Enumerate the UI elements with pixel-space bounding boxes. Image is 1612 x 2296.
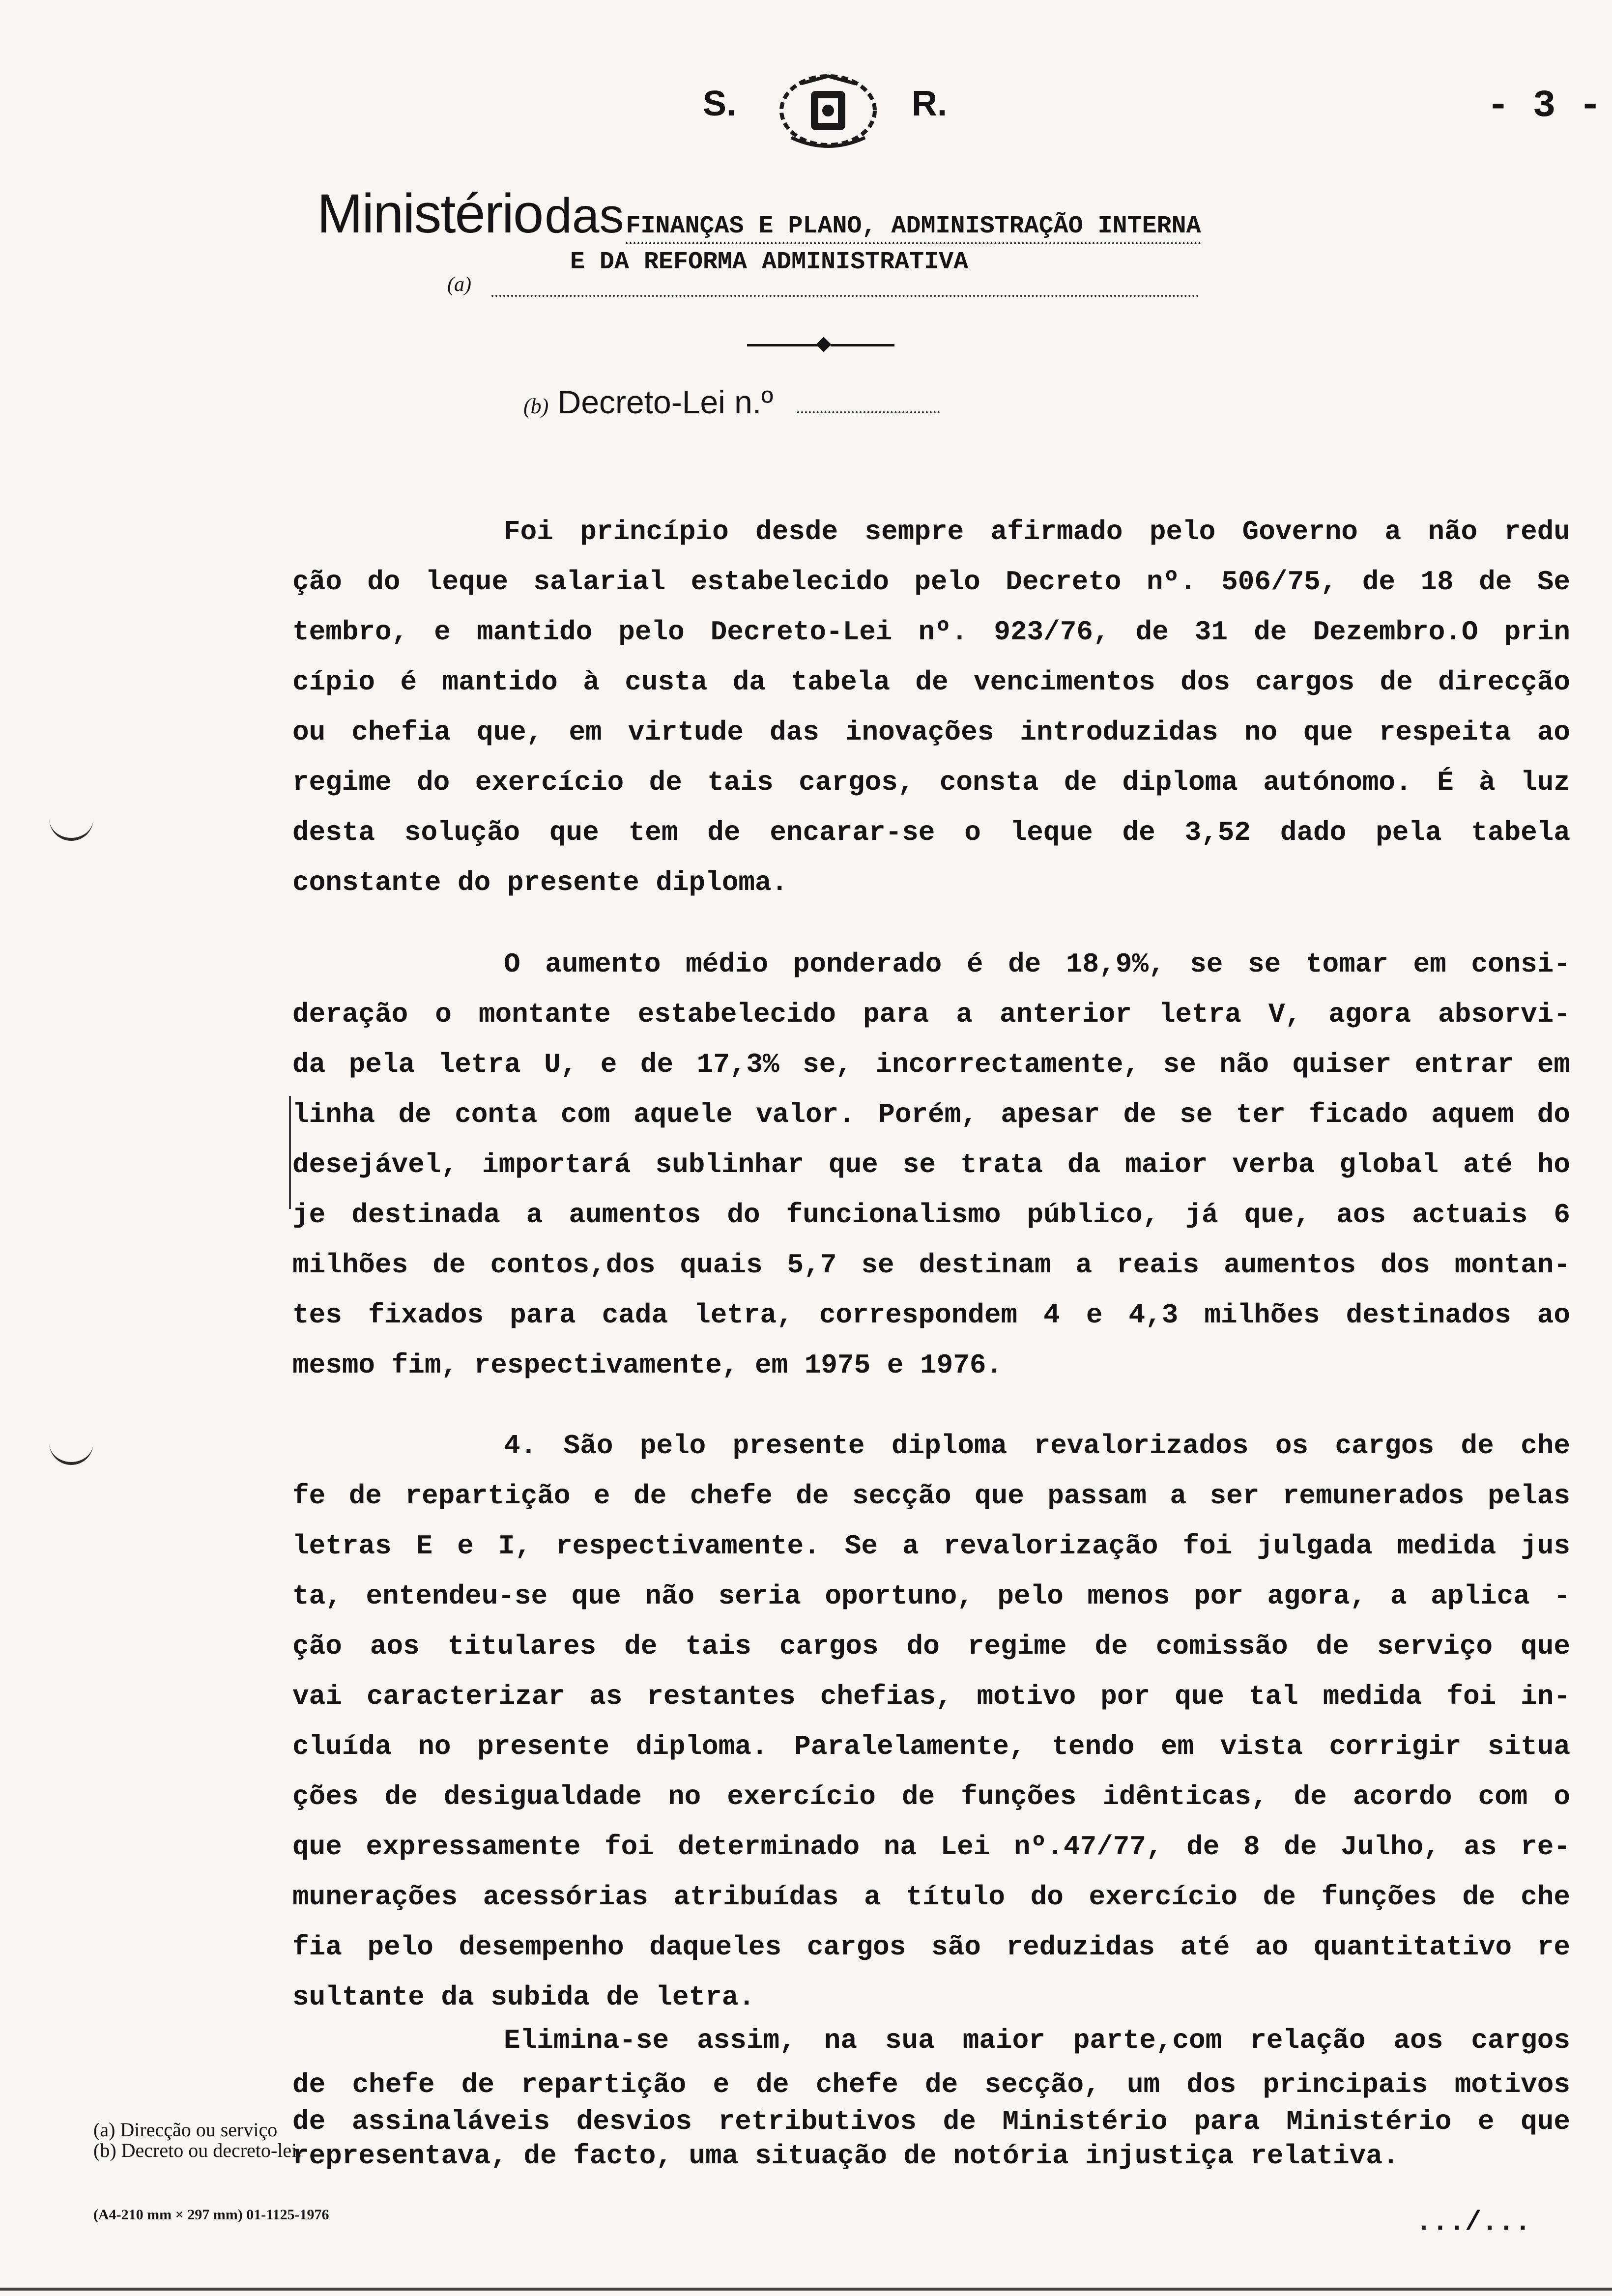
ministry-das: das [545,188,624,243]
p2-line-2: deração o montante estabelecido para a anterior letra V, agora absorvi- [292,999,1570,1030]
margin-mark-bar [289,1096,291,1209]
scan-bottom-edge [0,2288,1612,2291]
p3-line-4: ta, entendeu-se que não seria oportuno, pelo menos por agora, a aplica - [292,1580,1570,1612]
p2-line-7: milhões de contos,dos quais 5,7 se destinam a reais aumentos dos montan- [292,1249,1570,1281]
header-r-letter: R. [912,84,947,123]
p3-line-2: fe de repartição e de chefe de secção que passam a ser remunerados pelas [292,1480,1570,1512]
ornament-diamond-icon [816,337,831,352]
p1-line-8: constante do presente diploma. [292,867,788,898]
ministry-names: FINANÇAS E PLANO, ADMINISTRAÇÃO INTERNA [626,212,1201,244]
p3-line-8: ções de desigualdade no exercício de funções idênticas, de acordo com o [292,1781,1570,1812]
p2-line-5: desejável, importará sublinhar que se trata da maior verba global até ho [292,1149,1570,1180]
page-number: - 3 - [1487,85,1602,128]
punch-hole-mark-icon [49,1440,93,1465]
p3-line-7: cluída no presente diploma. Paralelamente, tendo em vista corrigir situa [292,1731,1570,1762]
p1-line-1 [504,516,1570,547]
p2-line-4: linha de conta com aquele valor. Porém, apesar de se ter ficado aquem do [292,1099,1570,1130]
p3-line-11: fia pelo desempenho daqueles cargos são reduzidas até ao quantitativo re [292,1931,1570,1963]
p2-line-6: je destinada a aumentos do funcionalismo público, já que, aos actuais 6 [292,1199,1570,1231]
p1-line-6: regime do exercício de tais cargos, consta de diploma autónomo. É à luz [292,767,1570,798]
p1-line-2: ção do leque salarial estabelecido pelo Decreto nº. 506/75, de 18 de Se [292,566,1570,598]
footnote-a: (a) Direcção ou serviço [93,2119,278,2141]
continued-marker: .../... [1415,2207,1531,2238]
p2-line-3: da pela letra U, e de 17,3% se, incorrectamente, se não quiser entrar em [292,1049,1570,1080]
p1-line-5: ou chefia que, em virtude das inovações introduzidas no que respeita ao [292,717,1570,748]
p3-line-3: letras E e I, respectivamente. Se a revalorização foi julgada medida jus [292,1530,1570,1562]
p3-line-10: munerações acessórias atribuídas a título do exercício de funções de che [292,1881,1570,1913]
punch-hole-mark-icon [49,816,93,841]
p1-line-7: desta solução que tem de encarar-se o leque de 3,52 dado pela tabela [292,817,1570,848]
header-s-letter: S. [703,84,737,123]
p2-line-1: O aumento médio ponderado é de 18,9%, se se tomar em consi- [504,948,1570,980]
p1-line-3: tembro, e mantido pelo Decreto-Lei nº. 923/76, de 31 de Dezembro.O prin [292,616,1570,648]
p2-line-8: tes fixados para cada letra, correspondem 4 e 4,3 milhões destinados ao [292,1299,1570,1331]
p3-line-12: sultante da subida de letra. [292,1981,755,2013]
p1-line-1-text: Foi princípio desde sempre afirmado pelo Governo a não redu [504,516,1570,547]
footnote-b: (b) Decreto ou decreto-lei. [93,2139,302,2161]
ministry-dotted-line [491,295,1199,297]
coat-of-arms-emblem [772,69,885,152]
p3-line-5: ção aos titulares de tais cargos do regime de comissão de serviço que [292,1631,1570,1662]
p1-line-4: cípio é mantido à custa da tabela de vencimentos dos cargos de direcção [292,666,1570,698]
decreto-dotted-line [797,411,940,413]
decreto-text: Decreto-Lei n.º [557,384,774,420]
p2-line-9: mesmo fim, respectivamente, em 1975 e 1976. [292,1349,1003,1381]
ornament-rule-left [747,344,826,346]
p3-line-9: que expressamente foi determinado na Lei nº.47/77, de 8 de Julho, as re- [292,1831,1570,1863]
p4-line-2: de chefe de repartição e de chefe de secção, um dos principais motivos [292,2069,1570,2100]
p4-line-1: Elimina-se assim, na sua maior parte,com relação aos cargos [504,2025,1570,2056]
ornament-rule-right [831,344,894,346]
p4-line-4: representava, de facto, uma situação de notória injustiça relativa. [292,2140,1399,2172]
ministry-word: Ministério [317,183,543,244]
ministry-line-2: E DA REFORMA ADMINISTRATIVA [570,248,969,276]
label-a: (a) [447,273,471,296]
p3-line-6: vai caracterizar as restantes chefias, motivo por que tal medida foi in- [292,1681,1570,1712]
p3-line-1: 4. São pelo presente diploma revalorizados os cargos de che [504,1430,1570,1462]
decreto-heading [523,383,940,421]
form-id: (A4-210 mm × 297 mm) 01-1125-1976 [93,2207,329,2223]
ministry-heading [317,182,1201,245]
p4-line-3: de assinaláveis desvios retributivos de Ministério para Ministério e que [292,2106,1570,2137]
decreto-label-b: (b) [523,394,549,418]
